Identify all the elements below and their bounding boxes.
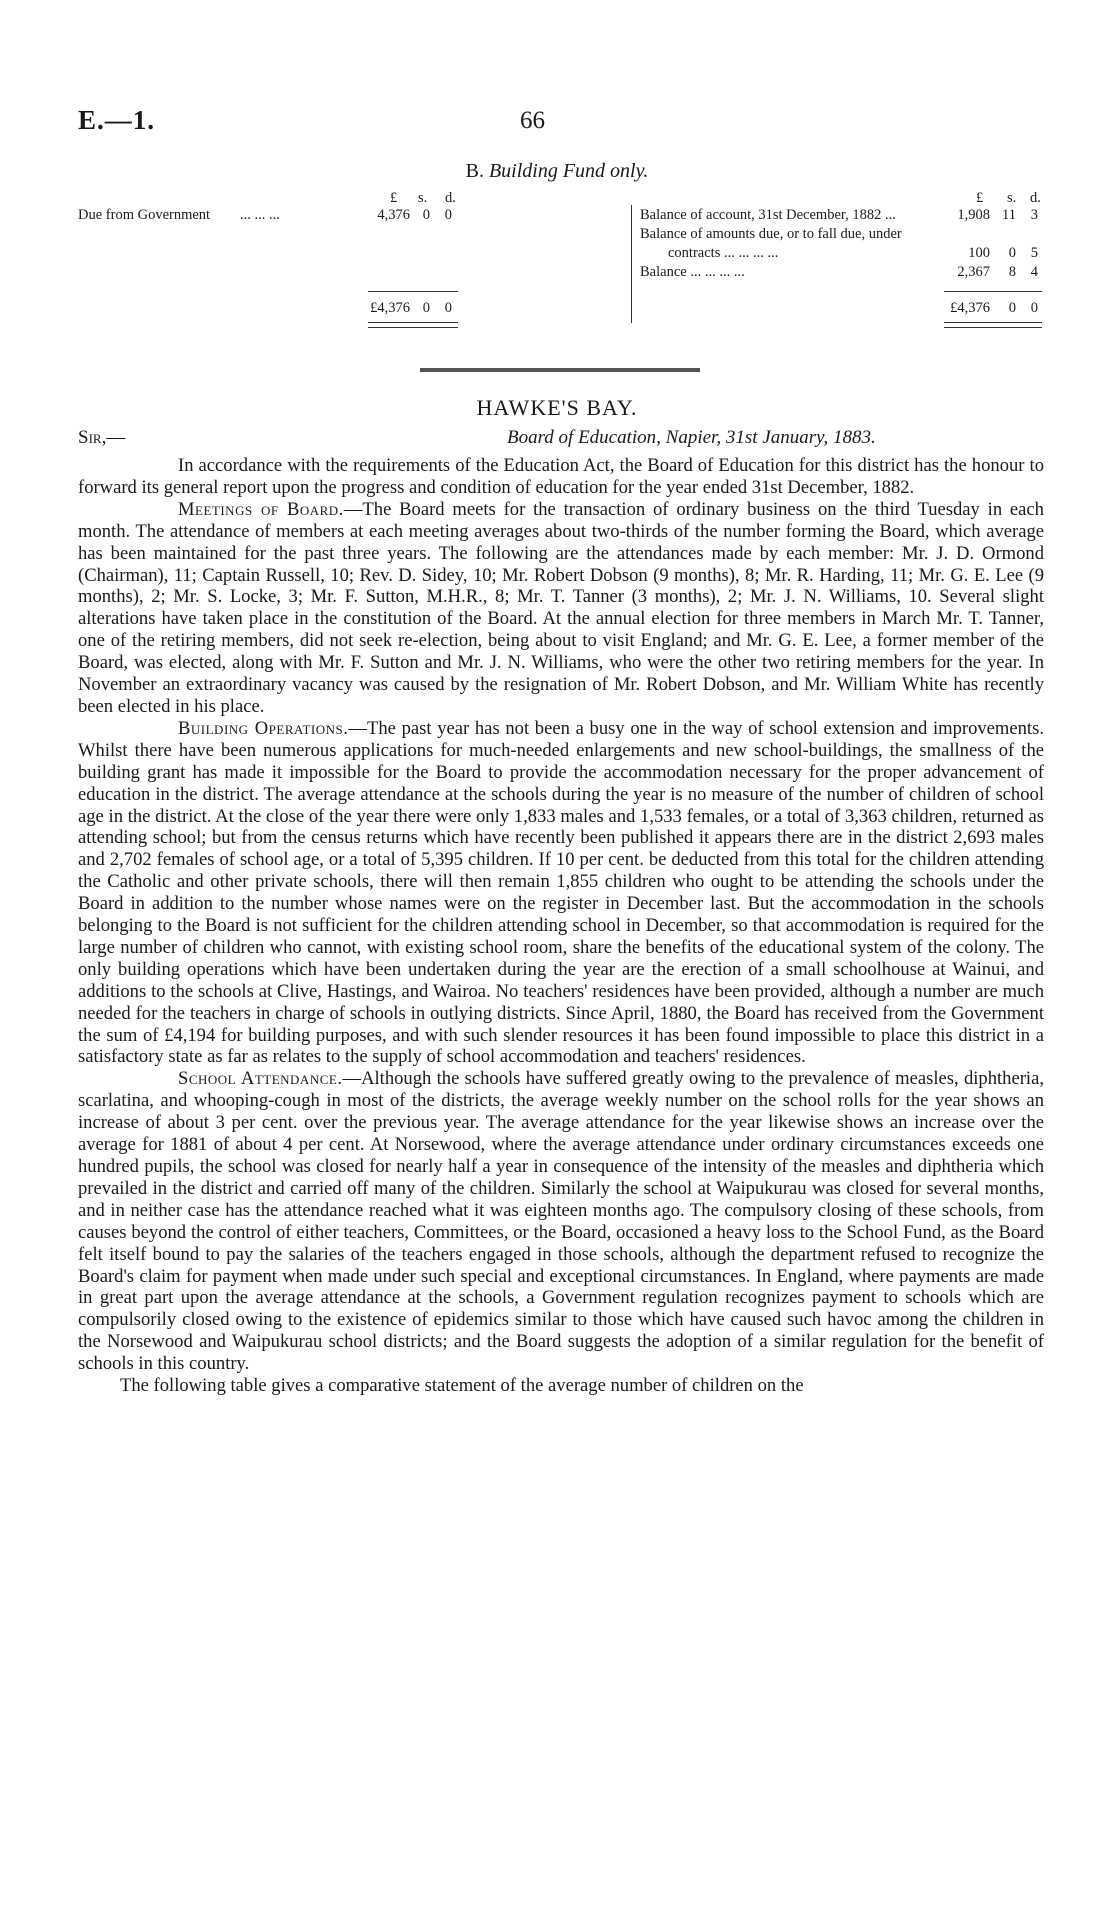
- right-row-label: Balance ... ... ... ...: [640, 264, 745, 280]
- section-prefix: B.: [465, 160, 484, 182]
- right-total-shillings: 0: [1008, 300, 1016, 316]
- left-total-pence: 0: [444, 300, 452, 316]
- left-currency-pence: d.: [445, 190, 456, 206]
- left-currency-shillings: s.: [418, 190, 428, 206]
- right-row-label: contracts ... ... ... ...: [668, 245, 779, 261]
- right-row-pounds: 1,908: [957, 207, 990, 223]
- column-divider: [631, 205, 632, 323]
- paragraph-table-intro: The following table gives a comparative statement of the average number of children on the: [120, 1375, 804, 1397]
- page-number: 66: [520, 107, 545, 134]
- text-meetings: —The Board meets for the transaction of ordinary business on the third Tuesday in each month. The attendance of members at each meeting averages about two-thirds of the number forming the Board, which average has been maintained for the past three years. The following are the attendances made by each member: Mr. J. D. Ormond (Chairman), 11; Captain Russell, 10; Rev. D. Sidey, 10; Mr. Robert Dobson (9 months), 8; Mr. R. Harding, 11; Mr. G. E. Lee (9 months), 2; Mr. S. Locke, 3; Mr. F. Sutton, M.H.R., 8; Mr. T. Tanner (3 months), 2; Mr. J. N. Williams, 10. Several slight alterations have taken place in the constitution of the Board. At the annual election for three members in March Mr. T. Tanner, one of the retiring members, did not seek re-election, being about to visit England; and Mr. G. E. Lee, a former member of the Board, was elected, along with Mr. F. Sutton and Mr. J. N. Williams, who were the other two retiring members for the year. In November an extraordinary vacancy was caused by the resignation of Mr. Robert Dobson, and Mr. William White has recently been elected in his place.: [78, 498, 1044, 717]
- right-total-rule: [944, 291, 1042, 292]
- right-currency-pounds: £: [976, 190, 984, 206]
- section-name: Building Fund only.: [488, 160, 649, 182]
- salutation: Sir,—: [78, 427, 126, 448]
- left-currency-pounds: £: [390, 190, 398, 206]
- heading-building: Building Operations.: [178, 717, 349, 739]
- right-currency-pence: d.: [1030, 190, 1041, 206]
- left-row-pounds: 4,376: [377, 207, 410, 223]
- paragraph-building: [78, 718, 1044, 1069]
- left-row-label: Due from Government: [78, 207, 211, 223]
- paragraph-intro: In accordance with the requirements of the Education Act, the Board of Education for this district has the honour to forward its general report upon the progress and condition of education for the year ended 31st December, 1882.: [78, 455, 1044, 498]
- right-row-pounds: 100: [968, 245, 990, 261]
- right-row-pence: 3: [1030, 207, 1038, 223]
- left-total-double-rule: [368, 322, 458, 328]
- section-divider: [420, 368, 700, 372]
- left-row-dots: ... ... ...: [240, 207, 280, 223]
- right-total-double-rule: [944, 322, 1042, 328]
- left-total-pounds: £4,376: [370, 300, 410, 316]
- dateline: Board of Education, Napier, 31st January, 1883.: [507, 427, 876, 448]
- left-total-rule: [368, 291, 458, 292]
- right-row-shillings: 0: [1008, 245, 1016, 261]
- left-row-shillings: 0: [422, 207, 430, 223]
- right-row-label: Balance of amounts due, or to fall due, under: [640, 226, 902, 242]
- text-attendance: —Although the schools have suffered greatly owing to the prevalence of measles, diphtheria, scarlatina, and whooping-cough in most of the districts, the average weekly number on the school rolls for the year shows an increase of about 3 per cent. over the previous year. The average attendance for the year likewise shows an increase over the average for 1881 of about 4 per cent. At Norsewood, where the average attendance under ordinary circumstances exceeds one hundred pupils, the school was closed for nearly half a year in consequence of the intensity of the measles and diphtheria which prevailed in the district and carried off many of the children. Similarly the school at Waipukurau was closed for several months, and in neither case has the attendance reached what it was eighteen months ago. The compulsory closing of these schools, from causes beyond the control of either teachers, Committees, or the Board, occasioned a heavy loss to the School Fund, as the Board felt itself bound to pay the salaries of the teachers engaged in those schools, although the department refused to recognize the Board's claim for payment when made under such special and exceptional circumstances. In England, where payments are made in great part upon the average attendance at the schools, a Government regulation recognizes payment to schools which are compulsorily closed owing to the existence of epidemics similar to those which have caused such havoc among the children in the Norsewood and Waipukurau school districts; and the Board suggests the adoption of a similar regulation for the benefit of schools in this country.: [78, 1068, 1044, 1375]
- left-total-shillings: 0: [422, 300, 430, 316]
- right-row-label: Balance of account, 31st December, 1882 ...: [640, 207, 896, 223]
- report-body: [78, 455, 1044, 1397]
- right-row-pence: 5: [1030, 245, 1038, 261]
- text-building: —The past year has not been a busy one in the way of school extension and improvements. Whilst there have been numerous applications for much-needed enlargements and new school-buildings, the smallness of the building grant has made it impossible for the Board to provide the accommodation necessary for the proper advancement of education in the district. The average attendance at the schools during the year is no measure of the number of children of school age in the district. At the close of the year there were only 1,833 males and 1,533 females, or a total of 3,363 children, returned as attending school; but from the census returns which have recently been published it appears there are in the district 2,693 males and 2,702 females of school age, or a total of 5,395 children. If 10 per cent. be deducted from this total for the children attending the Catholic and other private schools, there will then remain 1,855 children who ought to be attending the schools under the Board in addition to the number whose names were on the register in December last. But the accommodation in the schools belonging to the Board is not sufficient for the children attending school in December, so that accommodation is required for the large number of children who cannot, with existing school room, share the benefits of the educational system of the colony. The only building operations which have been undertaken during the year are the erection of a small schoolhouse at Wainui, and additions to the schools at Clive, Hastings, and Wairoa. No teachers' residences have been provided, although a number are much needed for the teachers in charge of schools in outlying districts. Since April, 1880, the Board has received from the Government the sum of £4,194 for building purposes, and with such slender resources it has been found impossible to place this district in a satisfactory state as far as relates to the supply of school accommodation and teachers' residences.: [78, 717, 1044, 1068]
- report-reference: E.—1.: [78, 105, 156, 135]
- right-row-shillings: 8: [1008, 264, 1016, 280]
- right-total-pence: 0: [1030, 300, 1038, 316]
- right-row-shillings: 11: [1002, 207, 1016, 223]
- paragraph-meetings: [78, 499, 1044, 718]
- right-row-pence: 4: [1030, 264, 1038, 280]
- right-currency-shillings: s.: [1007, 190, 1017, 206]
- heading-meetings: Meetings of Board.: [178, 498, 344, 520]
- letter-title: HAWKE'S BAY.: [476, 395, 638, 420]
- paragraph-attendance: [78, 1068, 1044, 1375]
- right-row-pounds: 2,367: [957, 264, 990, 280]
- heading-attendance: School Attendance.: [178, 1068, 343, 1090]
- building-fund-account: [78, 190, 1048, 360]
- right-total-pounds: £4,376: [950, 300, 990, 316]
- section-title: [0, 160, 1114, 183]
- left-row-pence: 0: [444, 207, 452, 223]
